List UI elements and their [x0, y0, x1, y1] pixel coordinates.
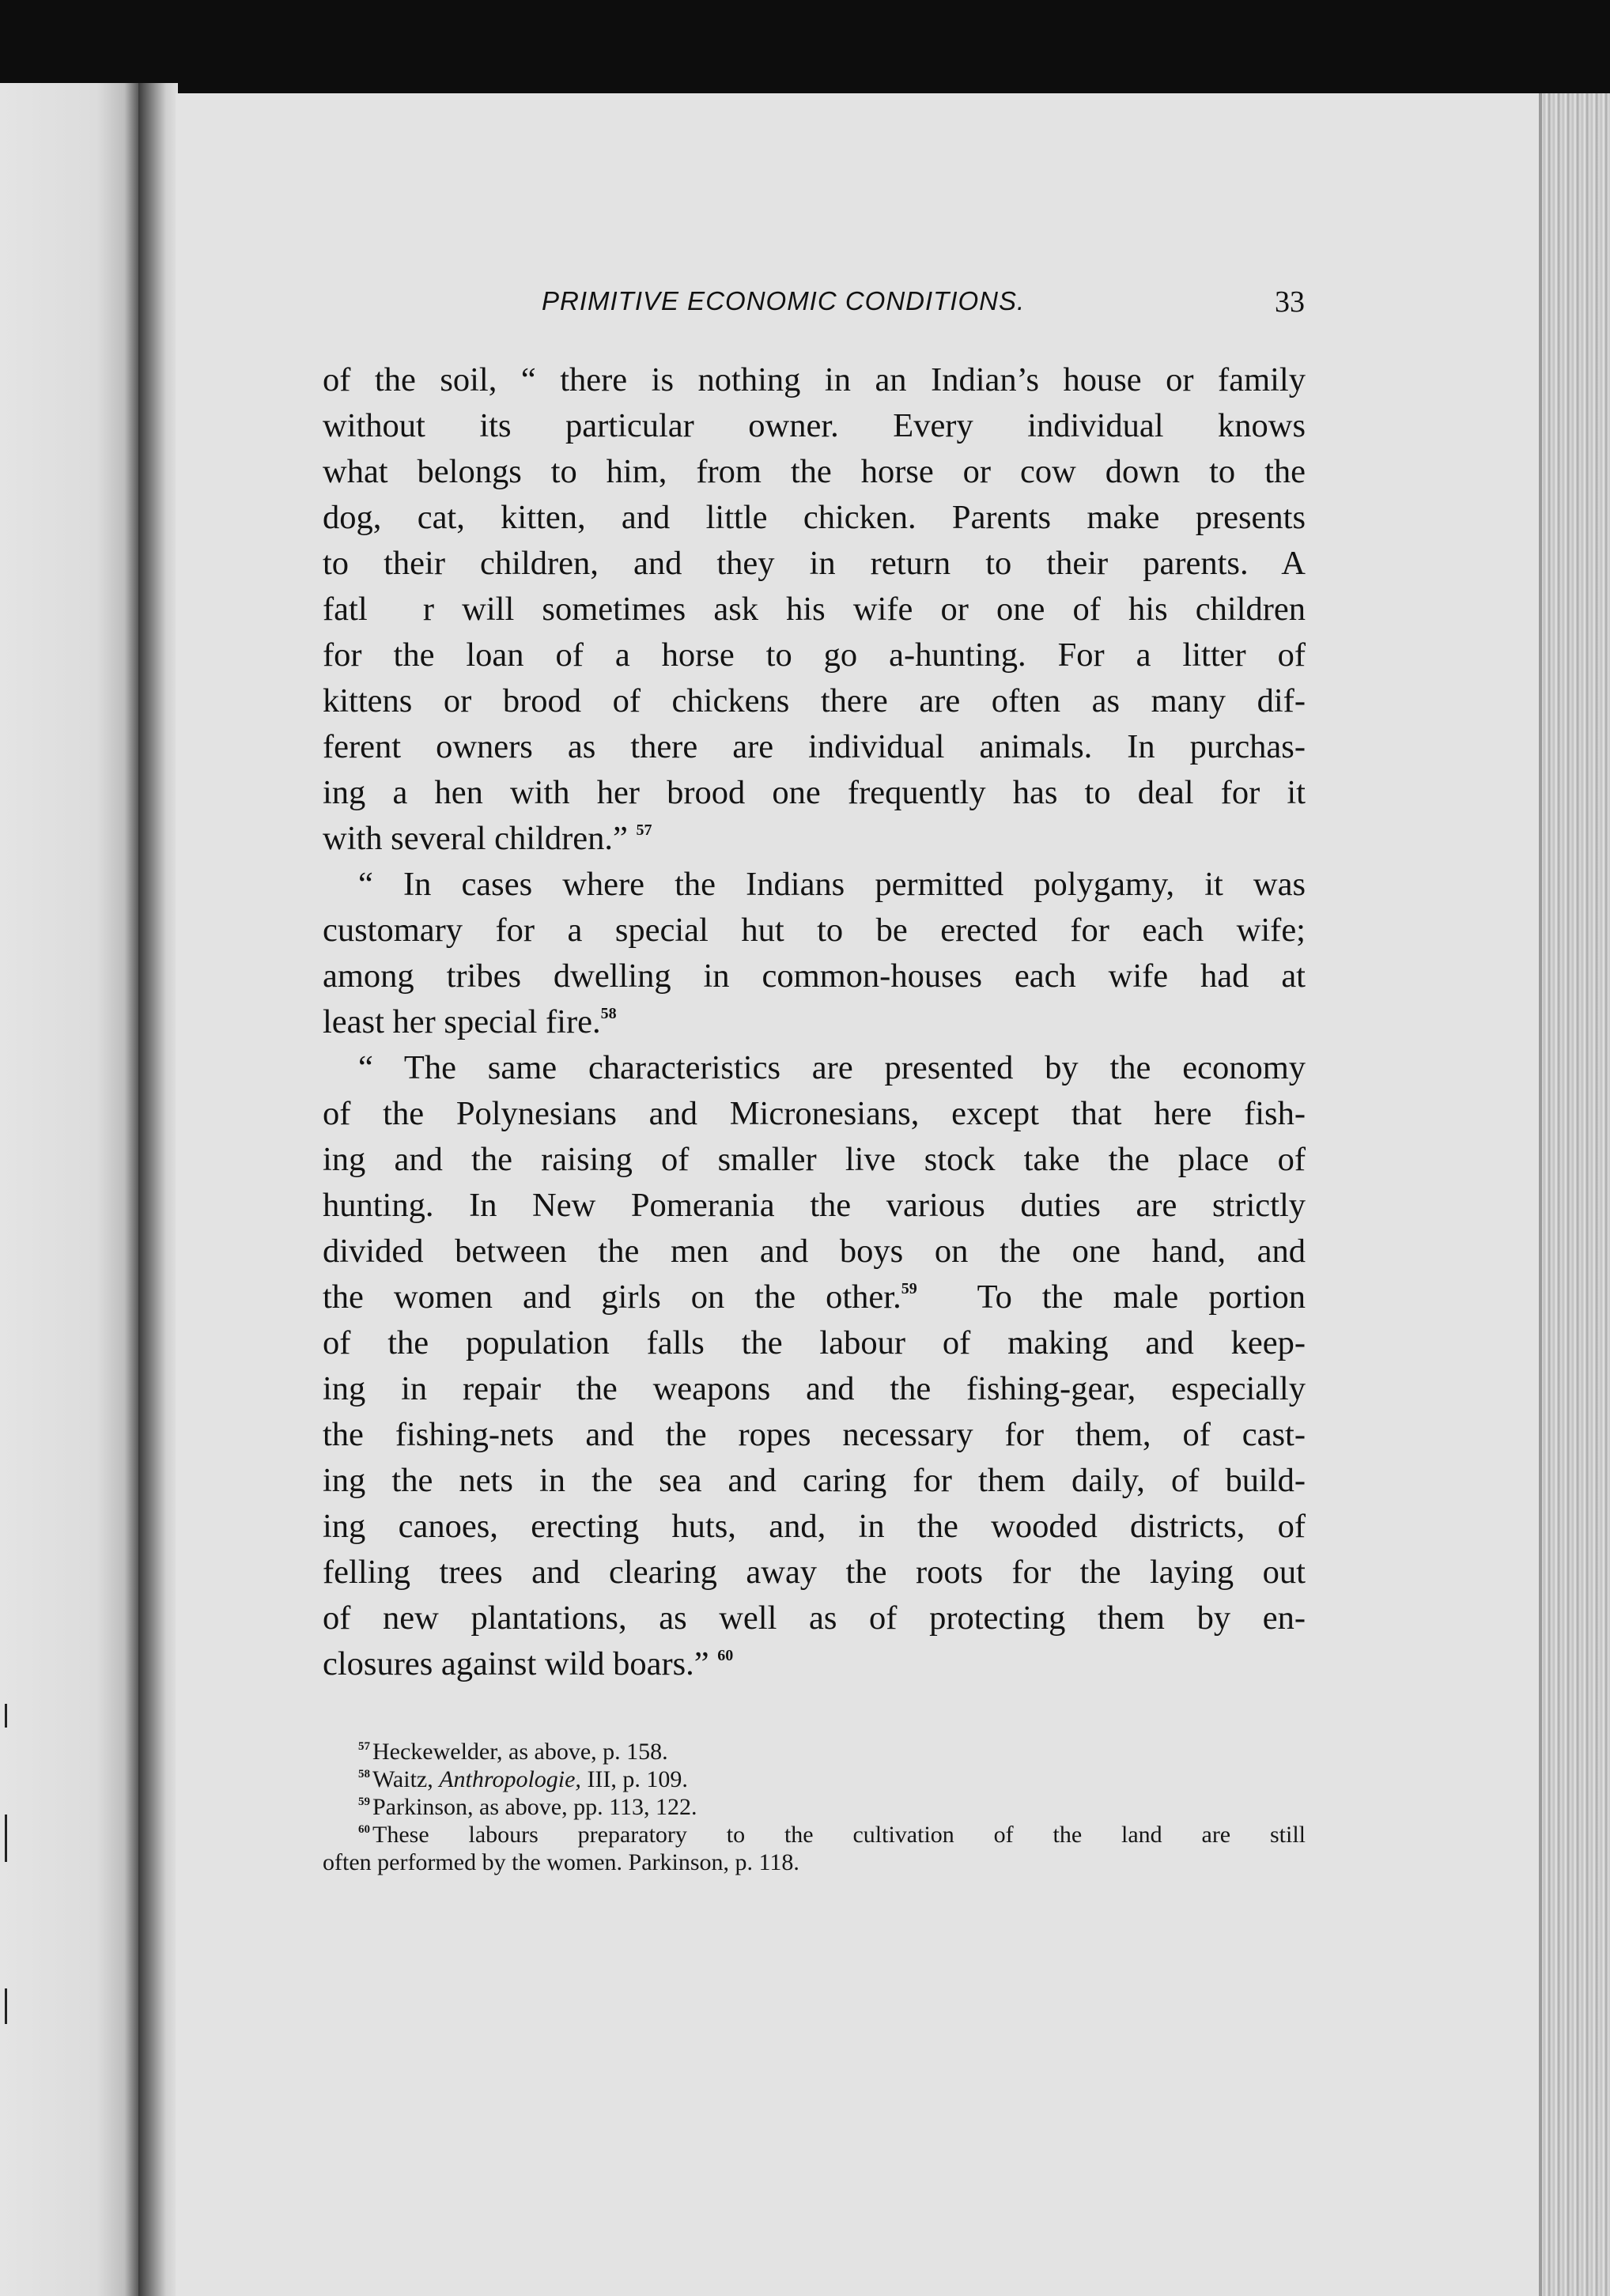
text-line: dog, cat, kitten, and little chicken. Parents make presents [323, 499, 1306, 536]
text-line: to their children, and they in return to their parents. A [323, 545, 1306, 582]
text-line: kittens or brood of chickens there are often as many dif- [323, 682, 1306, 719]
text-line: for the loan of a horse to go a-hunting. For a litter of [323, 636, 1306, 674]
text-fragment: least her special fire. [323, 1003, 601, 1040]
text-line: felling trees and clearing away the roots for the laying out [323, 1554, 1306, 1591]
footnote-60 [323, 1821, 1306, 1849]
text-line: hunting. In New Pomerania the various duties are strictly [323, 1187, 1306, 1224]
note-ref-59: 59 [901, 1280, 917, 1297]
text-line: among tribes dwelling in common-houses each wife had at [323, 957, 1306, 995]
footnote-text: Parkinson, as above, pp. 113, 122. [372, 1794, 697, 1820]
text-line: customary for a special hut to be erected for each wife; [323, 912, 1306, 949]
footnotes [323, 1738, 1306, 1876]
text-line: without its particular owner. Every individual knows [323, 407, 1306, 444]
footnote-mark: 57 [358, 1740, 370, 1753]
text-line: ing a hen with her brood one frequently has to deal for it [323, 774, 1306, 811]
text-line: ing canoes, erecting huts, and, in the wooded districts, of [323, 1508, 1306, 1545]
text-line [323, 999, 1306, 1045]
facing-page-mark [5, 1988, 7, 2024]
text-line: ing in repair the weapons and the fishing-gear, especially [323, 1370, 1306, 1407]
page-number: 33 [1275, 285, 1305, 319]
body-text [323, 357, 1306, 1687]
footnote-mark: 59 [358, 1796, 370, 1808]
text-line: of the population falls the labour of making and keep- [323, 1324, 1306, 1361]
footnote-59 [323, 1793, 1306, 1821]
text-line [323, 1275, 1306, 1320]
footnote-60-continued: often performed by the women. Parkinson, p. 118. [323, 1849, 799, 1875]
text-line: of the Polynesians and Micronesians, except that here fish- [323, 1095, 1306, 1132]
text-line: “ The same characteristics are presented by the economy [358, 1049, 1306, 1086]
facing-page-edge [0, 83, 138, 2296]
book-gutter [138, 83, 178, 2296]
footnote-58 [323, 1765, 1306, 1793]
text-line: the fishing-nets and the ropes necessary for them, of cast- [323, 1416, 1306, 1453]
text-line: what belongs to him, from the horse or cow down to the [323, 453, 1306, 490]
note-ref-57: 57 [636, 821, 652, 839]
footnote-title: Anthropologie, [439, 1766, 581, 1792]
running-head [324, 286, 1305, 334]
footnote-text: These labours preparatory to the cultivation of the land are still [372, 1822, 1306, 1848]
running-title: PRIMITIVE ECONOMIC CONDITIONS. [542, 286, 1026, 315]
page-stack-edge [1542, 93, 1610, 2296]
text-line: fatl r will sometimes ask his wife or one of his children [323, 591, 1306, 628]
footnote-text: Waitz, [372, 1766, 433, 1792]
text-fragment: closures against wild boars.” [323, 1645, 709, 1682]
text-line: ferent owners as there are individual animals. In purchas- [323, 728, 1306, 765]
text-fragment: the women and girls on the other. [323, 1278, 901, 1316]
text-line: ing and the raising of smaller live stock take the place of [323, 1141, 1306, 1178]
footnote-mark: 60 [358, 1823, 370, 1836]
footnote-text: III, p. 109. [587, 1766, 688, 1792]
text-line: of new plantations, as well as of protecting them by en- [323, 1599, 1306, 1637]
facing-page-mark [5, 1815, 7, 1862]
footnote-mark: 58 [358, 1768, 370, 1781]
text-line [323, 816, 1306, 862]
note-ref-60: 60 [717, 1647, 734, 1664]
note-ref-58: 58 [600, 1005, 617, 1022]
text-line: “ In cases where the Indians permitted polygamy, it was [358, 866, 1306, 903]
text-line: of the soil, “ there is nothing in an Indian’s house or family [323, 361, 1306, 398]
text-fragment: To the male portion [977, 1278, 1306, 1316]
text-fragment: with several children.” [323, 820, 628, 857]
text-line: divided between the men and boys on the one hand, and [323, 1233, 1306, 1270]
footnote-text: Heckewelder, as above, p. 158. [372, 1739, 668, 1765]
facing-page-mark [5, 1704, 7, 1728]
footnote-57 [323, 1738, 1306, 1765]
text-line [323, 1641, 1306, 1687]
text-line: ing the nets in the sea and caring for them daily, of build- [323, 1462, 1306, 1499]
